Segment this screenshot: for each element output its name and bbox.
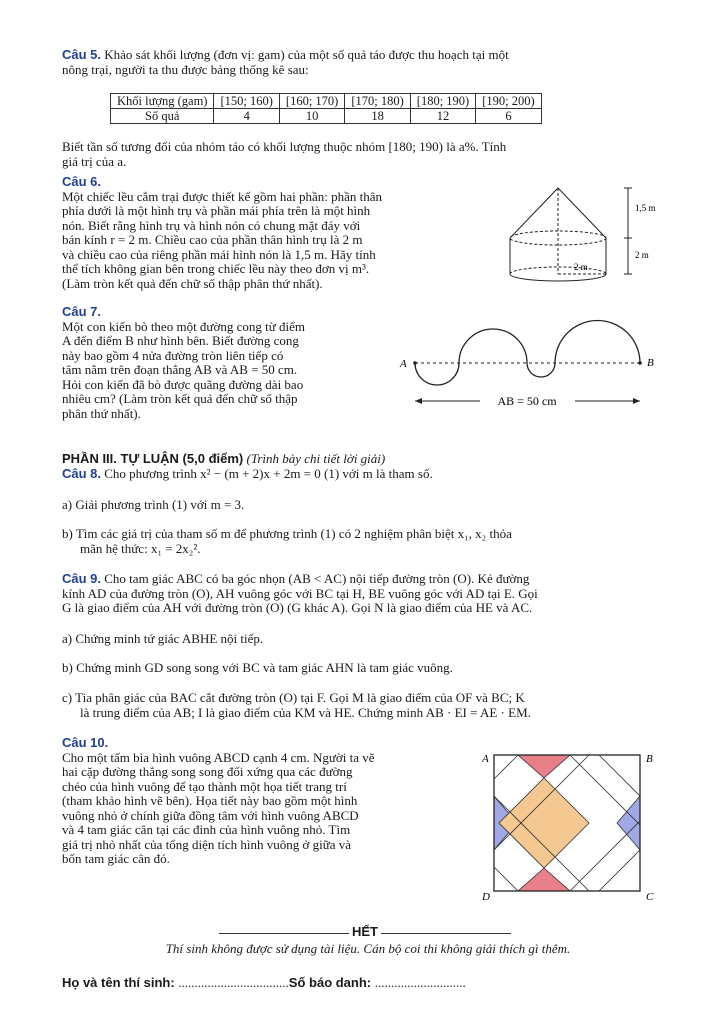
table-cell: 18: [345, 109, 410, 124]
bottom-red-triangle: [518, 868, 570, 891]
table-cell: [180; 190): [410, 94, 475, 109]
table-cell: [190; 200): [476, 94, 541, 109]
vertex-d: D: [482, 891, 490, 903]
id-field: ............................: [374, 975, 466, 990]
name-field: ..................................: [178, 975, 289, 990]
square-pattern-figure: [482, 748, 662, 908]
point-b-label: B: [647, 357, 654, 369]
tent-figure: [500, 182, 670, 290]
question-6: Câu 6. Một chiếc lều cắm trại được thiết kế gồm hai phần: phần thân phía dưới là một hình trụ và phần mái phía trên là một hình nón. Biết rằng hình trụ và hình nón có chung mặt đáy với bán kính r = 2 m. Chiều cao của phần thân hình trụ là 2 m và chiều cao của riêng phần mái hình nón là 1,5 m. Hãy tính thể tích không gian bên trong chiếc lều này theo đơn vị m³. (Làm tròn kết quả đến chữ số thập phân thứ nhất).: [62, 174, 383, 291]
id-label: Số báo danh:: [288, 975, 375, 990]
q5-intro-2: nông trại, người ta thu được bảng thống kê sau:: [62, 61, 309, 77]
question-5: [62, 48, 672, 77]
table-header-mass: Khối lượng (gam): [111, 94, 214, 109]
q9-part-b: b) Chứng minh GD song song với BC và tam giác AHN là tam giác vuông.: [62, 660, 453, 675]
table-row: [111, 109, 542, 124]
table-cell: [150; 160): [214, 94, 279, 109]
question-10: Câu 10. Cho một tấm bìa hình vuông ABCD cạnh 4 cm. Người ta vẽ hai cặp đường thẳng song song đối xứng qua các đường chéo của hình vuông để tạo thành một họa tiết trang trí (tham khảo hình vẽ bên). Họa tiết này bao gồm một hình vuông nhỏ ở chính giữa đồng tâm với hình vuông ABCD và 4 tam giác cân tại các đỉnh của hình vuông nhỏ. Tìm giá trị nhỏ nhất của tổng diện tích hình vuông ở giữa và bốn tam giác cân đó.: [62, 735, 375, 866]
name-label: Họ và tên thí sinh:: [62, 975, 179, 990]
table-row: [111, 94, 542, 109]
right-blue-triangle: [617, 796, 640, 850]
part-3-title: PHẦN III. TỰ LUẬN (5,0 điểm): [62, 451, 244, 466]
ant-curve: [415, 321, 640, 386]
q5-frequency-table: [110, 93, 542, 124]
exam-note: Thí sinh không được sử dụng tài liệu. Cán bộ coi thi không giải thích gì thêm.: [165, 941, 571, 956]
table-cell: 12: [410, 109, 475, 124]
candidate-info: [62, 976, 674, 991]
q8-part-a: a) Giải phương trình (1) với m = 3.: [62, 497, 245, 512]
table-cell: 10: [279, 109, 344, 124]
part-3-header: [62, 452, 672, 467]
vertex-c: C: [646, 891, 654, 903]
q5-intro: Câu 5. Khảo sát khối lượng (đơn vị: gam) của một số quả táo được thu hoạch tại một: [62, 47, 509, 62]
point-a-label: A: [400, 358, 407, 370]
radius-label: 2 m: [574, 262, 588, 272]
end-marker: HẾT: [200, 925, 530, 940]
length-label: AB = 50 cm: [497, 394, 557, 408]
vertex-a: A: [482, 753, 489, 765]
part-3-subtitle: (Trình bày chi tiết lời giải): [243, 451, 386, 466]
question-9: Câu 9. Cho tam giác ABC có ba góc nhọn (AB < AC) nội tiếp đường tròn (O). Kẻ đường kính AD của đường tròn (O), AH vuông góc với BC tại H, BE vuông góc với AD tại E. Gọi G là giao điểm của AH với đường tròn (O) (G khác A). Gọi N là giao điểm của HE và AC.: [62, 571, 538, 615]
q5-question: Biết tần số tương đối của nhóm táo có khối lượng thuộc nhóm [180; 190) là a%. Tính giá trị của a.: [62, 139, 507, 169]
q8-part-b: b) Tìm các giá trị của tham số m để phương trình (1) có 2 nghiệm phân biệt x₁, x₂ thỏa mãn hệ thức: x₁ = 2x₂².: [62, 526, 512, 556]
table-cell: [160; 170): [279, 94, 344, 109]
table-cell: 6: [476, 109, 541, 124]
table-header-count: Số quả: [111, 109, 214, 124]
center-square: [499, 778, 589, 868]
q9-part-a: a) Chứng minh tứ giác ABHE nội tiếp.: [62, 631, 264, 646]
table-cell: 4: [214, 109, 279, 124]
table-cell: [170; 180): [345, 94, 410, 109]
top-red-triangle: [518, 755, 570, 778]
question-8: Câu 8. Cho phương trình x² − (m + 2)x + 2m = 0 (1) với m là tham số.: [62, 466, 433, 481]
vertex-b: B: [646, 753, 653, 765]
ant-path-figure: [395, 308, 670, 413]
cylinder-height-label: 2 m: [635, 250, 649, 260]
q9-part-c: c) Tia phân giác của BAC cắt đường tròn (O) tại F. Gọi M là giao điểm của OF và BC; K là trung điểm của AB; I là giao điểm của KM và HE. Chứng minh AB · EI = AE · EM.: [62, 690, 531, 720]
question-7: Câu 7. Một con kiến bò theo một đường cong từ điểm A đến điểm B như hình bên. Biết đường cong này bao gồm 4 nửa đường tròn liên tiếp có tâm nằm trên đoạn thẳng AB và AB = 50 cm. Hỏi con kiến đã bò được quãng đường dài bao nhiêu cm? (Làm tròn kết quả đến chữ số thập phân thứ nhất).: [62, 304, 306, 421]
cone-height-label: 1,5 m: [635, 203, 656, 213]
